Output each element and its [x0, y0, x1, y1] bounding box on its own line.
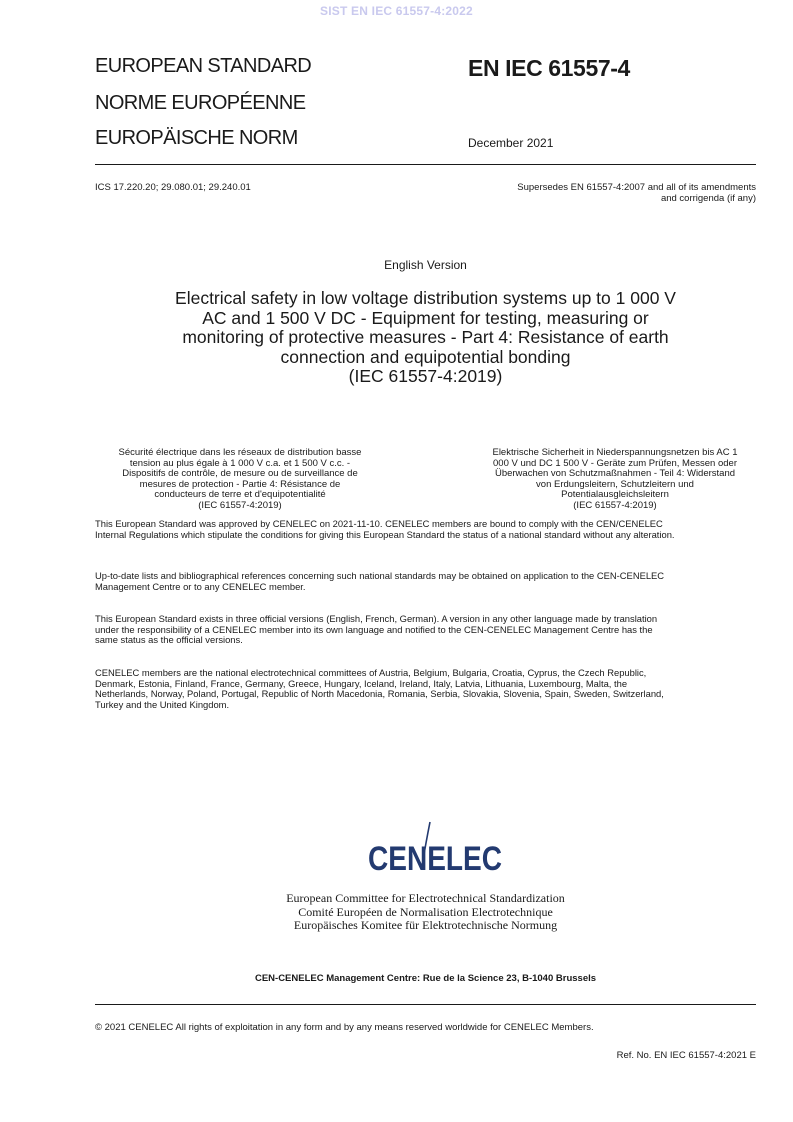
publication-date: December 2021 [468, 136, 554, 150]
cenelec-logo [360, 820, 510, 878]
title-de-line: von Erdungsleitern, Schutzleitern und [536, 478, 694, 490]
title-de-line: Elektrische Sicherheit in Niederspannungsnetzen bis AC 1 [492, 447, 738, 458]
standard-title-de: EUROPÄISCHE NORM [95, 127, 298, 149]
title-de-line: Überwachen von Schutzmaßnahmen - Teil 4: Widerstand [494, 468, 736, 480]
title-fr-line: tension au plus égale à 1 000 V c.a. et 1 500 V c.c. - [129, 457, 351, 469]
title-de-line: (IEC 61557-4:2019) [573, 499, 657, 511]
title-de-line: 000 V und DC 1 500 V - Geräte zum Prüfen, Messen oder [493, 457, 737, 469]
approval-paragraph [95, 519, 760, 540]
references-paragraph [95, 571, 760, 592]
paragraph-line: CENELEC members are the national electrotechnical committees of Austria, Belgium, Bulgaria, Croatia, Cyprus, the Czech Republic, [95, 667, 647, 678]
paragraph-line: Internal Regulations which stipulate the conditions for giving this European Standard the status of a national standard without any alteration. [95, 528, 675, 540]
committee-line: Comité Européen de Normalisation Electrotechnique [298, 904, 553, 919]
supersedes-note [380, 182, 756, 204]
document-title [150, 289, 701, 387]
members-paragraph [95, 668, 760, 710]
ics-codes: ICS 17.220.20; 29.080.01; 29.240.01 [95, 182, 251, 193]
committee-names [150, 892, 701, 933]
title-line: (IEC 61557-4:2019) [348, 366, 503, 386]
standard-title-fr: NORME EUROPÉENNE [95, 92, 306, 114]
logo-text: CENELEC [368, 840, 502, 878]
paragraph-line: Up-to-date lists and bibliographical references concerning such national standards may be obtained on application to the CEN-CENELEC [95, 570, 665, 581]
paragraph-line: under the responsibility of a CENELEC member into its own language and notified to the CEN-CENELEC Management Centre has the [95, 623, 653, 635]
committee-line: Europäisches Komitee für Elektrotechnische Normung [293, 918, 558, 932]
management-centre-address: CEN-CENELEC Management Centre: Rue de la Science 23, B-1040 Brussels [254, 973, 597, 984]
standard-title-en: EUROPEAN STANDARD [95, 55, 312, 77]
title-fr-line: Sécurité électrique dans les réseaux de distribution basse [118, 447, 362, 458]
title-fr-line: conducteurs de terre et d'equipotentialité [154, 489, 326, 501]
paragraph-line: This European Standard exists in three official versions (English, French, German). A version in any other language made by translation [95, 613, 658, 624]
title-line: connection and equipotential bonding [280, 346, 571, 367]
watermark: SIST EN IEC 61557-4:2022 [320, 4, 473, 18]
title-french [95, 448, 385, 512]
paragraph-line: Denmark, Estonia, Finland, France, Germany, Greece, Hungary, Iceland, Ireland, Italy, Latvia, Lithuania, Luxembourg, Malta, the [95, 677, 628, 689]
paragraph-line: Turkey and the United Kingdom. [95, 698, 230, 710]
footer-divider [95, 1004, 756, 1005]
paragraph-line: same status as the official versions. [95, 634, 243, 646]
versions-paragraph [95, 614, 760, 646]
title-german [470, 448, 760, 512]
supersedes-line: and corrigenda (if any) [660, 193, 756, 204]
committee-line: European Committee for Electrotechnical Standardization [286, 891, 565, 905]
paragraph-line: This European Standard was approved by CENELEC on 2021-11-10. CENELEC members are bound to comply with the CEN/CENELEC [95, 518, 663, 529]
title-de-line: Potentialausgleichsleitern [561, 489, 669, 501]
reference-number: Ref. No. EN IEC 61557-4:2021 E [616, 1050, 756, 1061]
header-divider [95, 164, 756, 165]
title-fr-line: mesures de protection - Partie 4: Résistance de [139, 478, 341, 490]
paragraph-line: Netherlands, Norway, Poland, Portugal, Republic of North Macedonia, Romania, Serbia, Slovakia, Slovenia, Spain, Sweden, Switzerland, [95, 688, 664, 700]
standard-number: EN IEC 61557-4 [468, 55, 630, 81]
copyright-notice: © 2021 CENELEC All rights of exploitation in any form and by any means reserved worldwide for CENELEC Members. [95, 1022, 594, 1033]
title-line: monitoring of protective measures - Part 4: Resistance of earth [182, 327, 669, 347]
supersedes-line: Supersedes EN 61557-4:2007 and all of its amendments [517, 182, 756, 193]
title-fr-line: Dispositifs de contrôle, de mesure ou de surveillance de [122, 468, 358, 480]
title-line: Electrical safety in low voltage distribution systems up to 1 000 V [175, 288, 676, 308]
version-label: English Version [384, 258, 467, 272]
title-line: AC and 1 500 V DC - Equipment for testing, measuring or [202, 307, 649, 328]
paragraph-line: Management Centre or to any CENELEC member. [95, 580, 306, 592]
title-fr-line: (IEC 61557-4:2019) [198, 499, 282, 511]
